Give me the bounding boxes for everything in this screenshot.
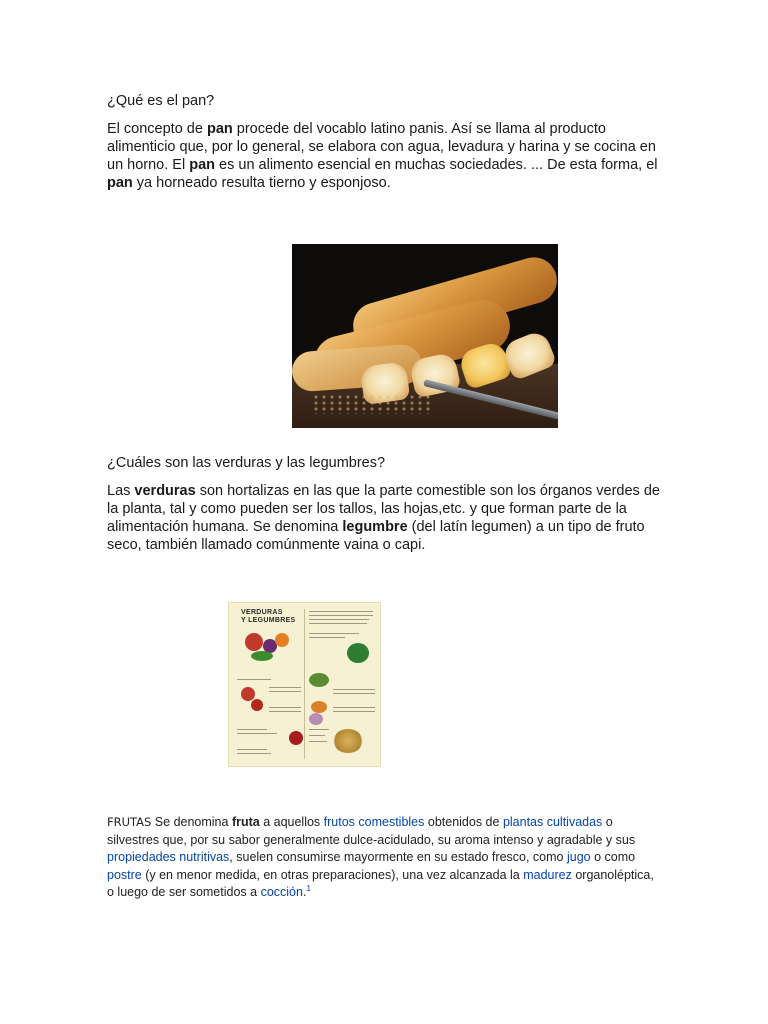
- poster-text-line: [269, 707, 301, 708]
- lettuce-icon: [309, 673, 329, 687]
- poster-text-line: [269, 687, 301, 688]
- tomato-icon: [251, 699, 263, 711]
- link-postre[interactable]: postre: [107, 867, 142, 882]
- onion-icon: [309, 713, 323, 725]
- link-propiedades-nutritivas[interactable]: propiedades nutritivas: [107, 850, 230, 864]
- poster-text-line: [309, 619, 369, 620]
- verduras-text-1: Las: [107, 483, 135, 499]
- poster-text-line: [309, 615, 373, 616]
- poster-text-line: [309, 729, 329, 730]
- pan-paragraph: [107, 120, 663, 192]
- link-madurez[interactable]: madurez: [523, 867, 572, 882]
- poster-text-line: [237, 679, 271, 680]
- frutas-text: a aquellos: [259, 815, 324, 829]
- poster-text-line: [269, 711, 301, 712]
- pan-bold-2: pan: [189, 157, 216, 173]
- pan-text-4: ya horneado resulta tierno y esponjoso.: [132, 175, 391, 191]
- footnote-ref-link[interactable]: 1: [306, 883, 311, 893]
- frutas-text: obtenidos de: [424, 815, 503, 829]
- frutas-text: , suelen consumirse mayormente en su estado fresco, como: [229, 850, 567, 864]
- jar-icon: [289, 731, 303, 745]
- poster-text-line: [333, 689, 375, 690]
- poster-text-line: [333, 711, 375, 712]
- frutas-lead: FRUTAS: [107, 815, 152, 829]
- bread-photo: [292, 244, 558, 428]
- frutas-text: organoléptica, o luego de ser sometidos a: [107, 867, 654, 899]
- poster-title-line-1: VERDURAS: [241, 609, 283, 616]
- frutas-text: o como: [590, 850, 636, 864]
- verduras-text-3: (del latín legumen) a un tipo de fruto seco, también llamado comúnmente vaina o capi.: [107, 519, 645, 553]
- pan-text-1: El concepto de: [107, 121, 207, 137]
- pan-question-heading: ¿Qué es el pan?: [107, 93, 215, 109]
- pan-text-3: es un alimento esencial en muchas sociedades. ... De esta forma, el: [215, 157, 658, 173]
- link-frutos-comestibles[interactable]: frutos comestibles: [323, 815, 425, 829]
- pepper-icon: [275, 633, 289, 647]
- verduras-text-2: son hortalizas en las que la parte comestible son los órganos verdes de la planta, tal y como pueden ser los tallos, las hojas,etc. y que forman parte de la alimentación humana. Se denomina: [107, 483, 660, 535]
- verduras-paragraph: [107, 482, 663, 554]
- frutas-text: o silvestres que, por su sabor generalmente dulce-acidulado, su aroma intenso y agradable y sus: [107, 815, 636, 847]
- link-coccion[interactable]: cocción: [260, 885, 303, 899]
- verduras-bold-1: verduras: [134, 483, 196, 499]
- frutas-text: (y en menor medida, en otras preparaciones), una vez alcanzada la: [141, 867, 524, 882]
- pan-bold-1: pan: [206, 121, 233, 137]
- poster-title: [241, 609, 296, 625]
- poster-text-line: [237, 729, 267, 730]
- frutas-text: .: [302, 885, 307, 899]
- poster-text-line: [309, 611, 373, 612]
- poster-text-line: [309, 741, 327, 742]
- poster-text-line: [237, 733, 277, 734]
- cabbage-icon: [347, 643, 369, 663]
- poster-text-line: [309, 633, 359, 634]
- frutas-text: Se denomina: [151, 815, 232, 829]
- verduras-legumbres-poster: [228, 602, 381, 767]
- poster-text-line: [333, 693, 375, 694]
- link-jugo[interactable]: jugo: [566, 850, 591, 864]
- verduras-bold-2: legumbre: [342, 519, 408, 535]
- poster-divider: [304, 609, 305, 759]
- poster-text-line: [309, 735, 325, 736]
- pan-bold-3: pan: [107, 175, 133, 191]
- greens-icon: [251, 651, 273, 661]
- bread-crumbs: [312, 394, 432, 414]
- poster-text-line: [269, 691, 301, 692]
- pan-text-2: procede del vocablo latino panis. Así se llama al producto alimenticio que, por lo general, se elabora con agua, levadura y harina y se cocina en un horno. El: [107, 121, 656, 173]
- frutas-bold: fruta: [231, 815, 260, 829]
- poster-text-line: [237, 753, 271, 754]
- poster-title-line-2: Y LEGUMBRES: [241, 617, 296, 624]
- link-plantas-cultivadas[interactable]: plantas cultivadas: [502, 815, 603, 829]
- poster-text-line: [309, 623, 367, 624]
- frutas-paragraph: [107, 814, 663, 902]
- carrot-icon: [311, 701, 327, 713]
- legume-bowl-icon: [333, 729, 363, 753]
- poster-text-line: [309, 637, 345, 638]
- poster-text-line: [237, 749, 267, 750]
- verduras-question-heading: ¿Cuáles son las verduras y las legumbres?: [107, 455, 386, 471]
- poster-text-line: [333, 707, 375, 708]
- tomato-icon: [245, 633, 263, 651]
